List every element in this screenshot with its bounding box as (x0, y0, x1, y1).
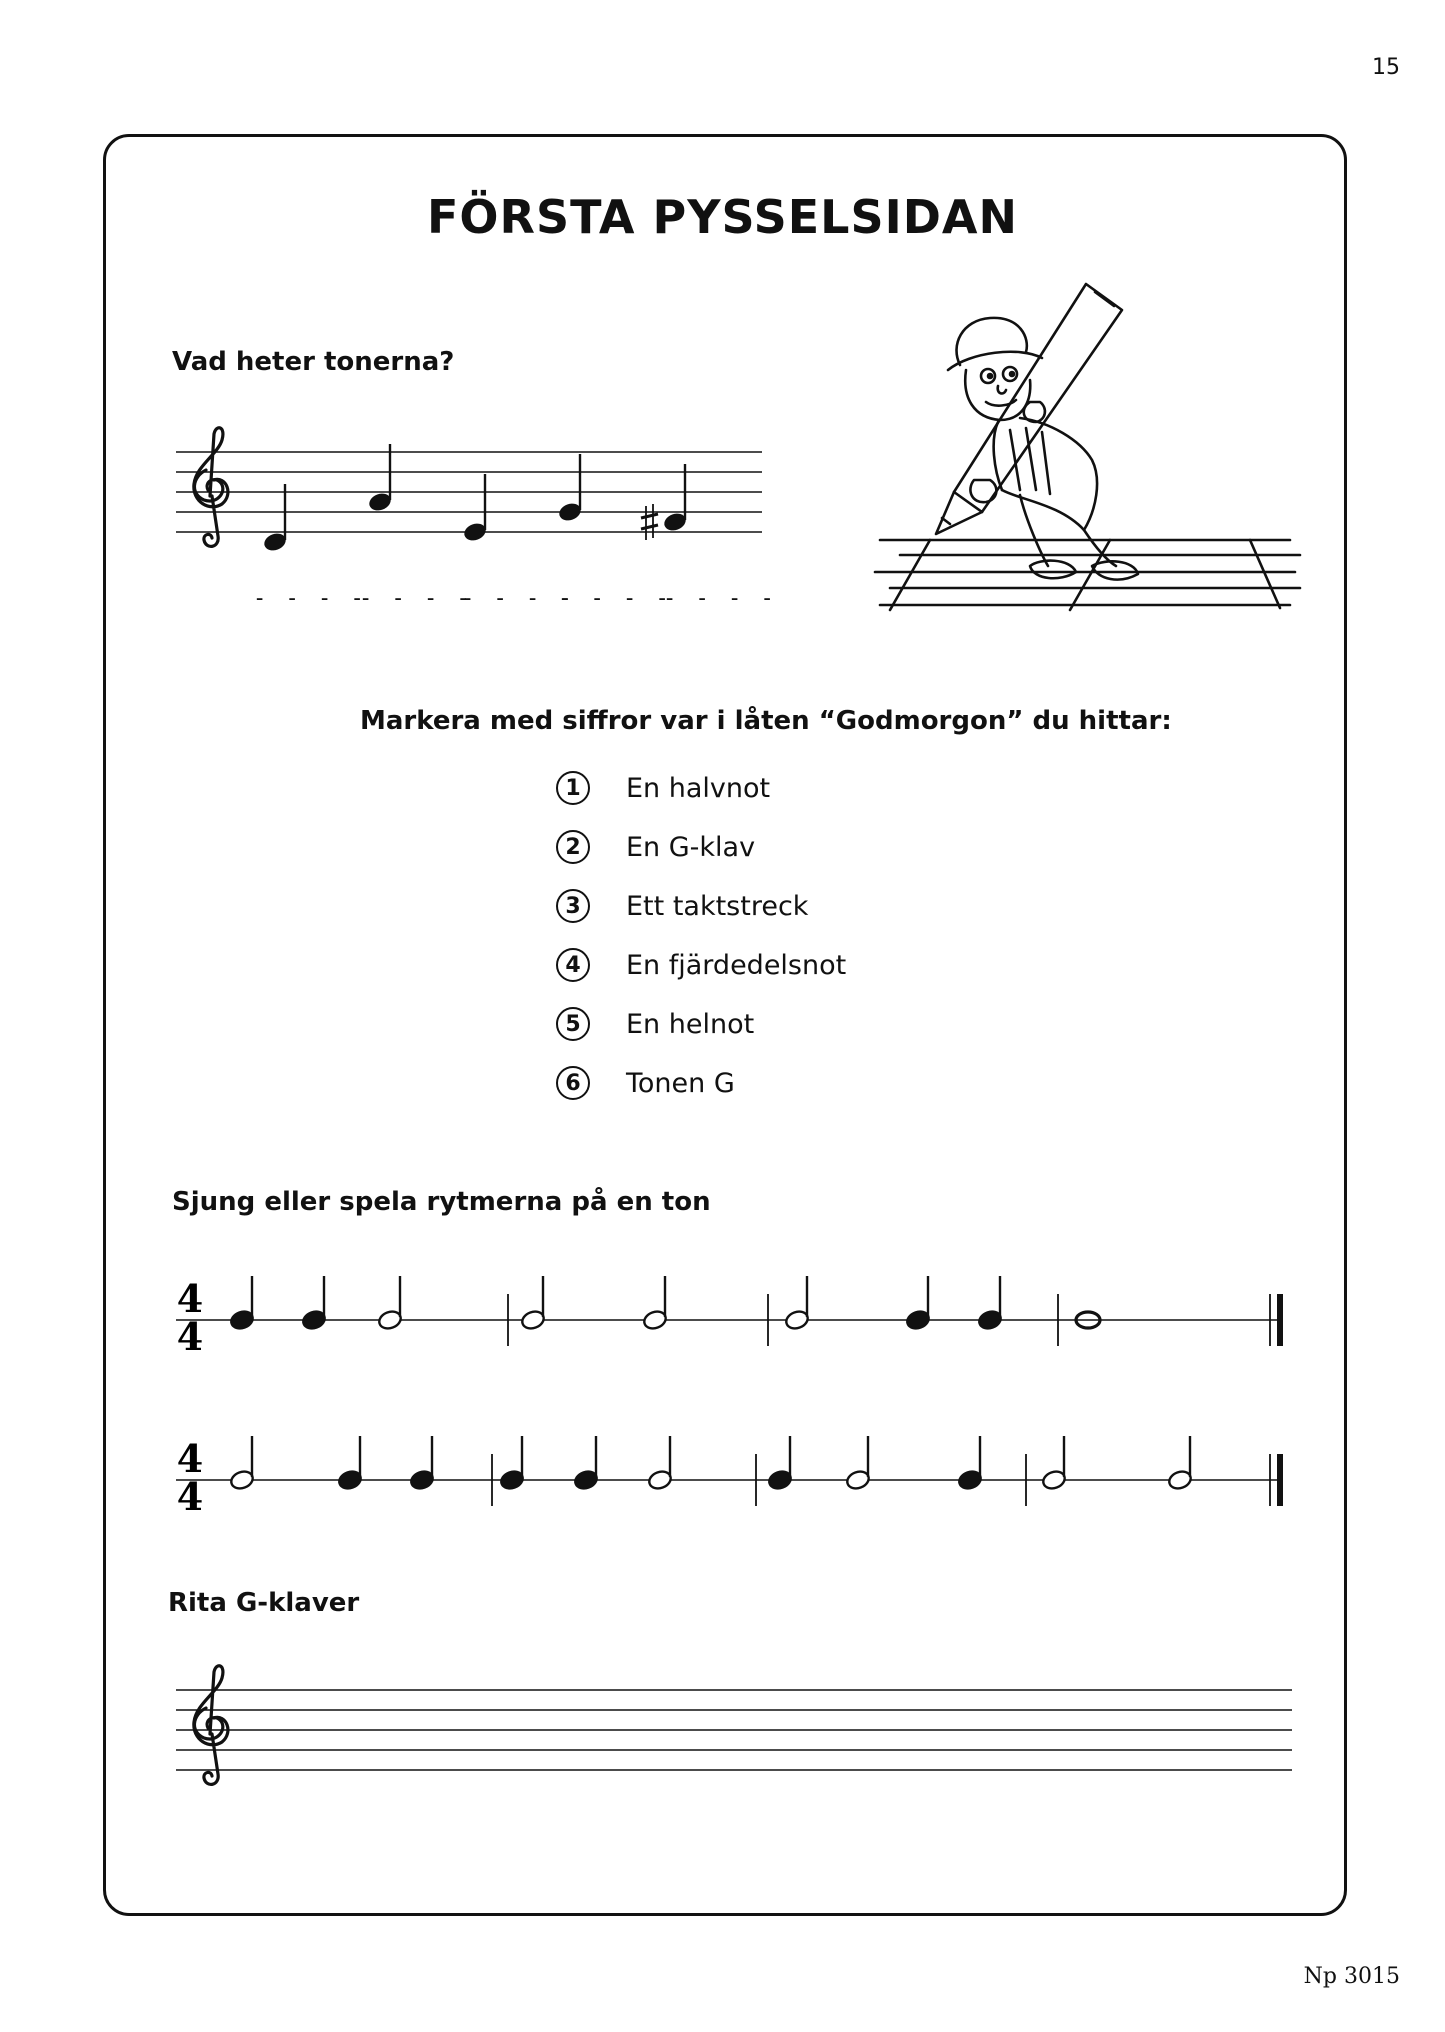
half-note (1041, 1436, 1067, 1491)
footer-code: Np 3015 (1303, 1964, 1400, 1989)
time-signature-top: 4 (176, 1276, 204, 1321)
quarter-note (462, 474, 488, 543)
page-number: 15 (1372, 55, 1400, 80)
answer-blank[interactable]: - - - - (558, 586, 672, 611)
quarter-note (337, 1436, 363, 1491)
time-signature-bottom: 4 (176, 1474, 204, 1519)
empty-staff (170, 1668, 1300, 1798)
quarter-note (301, 1276, 327, 1331)
number-badge: 3 (556, 889, 590, 923)
time-signature-top: 4 (176, 1436, 204, 1481)
quarter-note (957, 1436, 983, 1491)
list-item-label: En helnot (626, 1008, 755, 1040)
section-heading-rhythms: Sjung eller spela rytmerna på en ton (172, 1187, 711, 1217)
list-item (556, 1004, 754, 1044)
quarter-note (905, 1276, 931, 1331)
quarter-note (767, 1436, 793, 1491)
section-heading-mark-numbers: Markera med siffror var i låten “Godmorgon” du hittar: (360, 706, 1172, 736)
list-item-label: En G-klav (626, 831, 756, 863)
quarter-note (573, 1436, 599, 1491)
illustration-boy-with-pencil (870, 290, 1310, 620)
list-item (556, 768, 770, 808)
list-item-label: Ett taktstreck (626, 890, 809, 922)
quarter-note (499, 1436, 525, 1491)
half-note (642, 1276, 668, 1331)
note-staff (170, 430, 770, 550)
answer-blank[interactable]: - - - - (663, 586, 777, 611)
list-item (556, 827, 755, 867)
number-badge: 2 (556, 830, 590, 864)
rhythm-line-2 (170, 1435, 1320, 1525)
list-item-label: Tonen G (626, 1067, 735, 1099)
time-signature-bottom: 4 (176, 1314, 204, 1359)
quarter-note (641, 464, 688, 540)
quarter-note (367, 444, 393, 513)
list-item-label: En fjärdedelsnot (626, 949, 847, 981)
treble-clef-icon (194, 428, 228, 547)
list-item (556, 1063, 735, 1103)
quarter-note (229, 1276, 255, 1331)
half-note (845, 1436, 871, 1491)
half-note (647, 1436, 673, 1491)
quarter-note (409, 1436, 435, 1491)
half-note (377, 1276, 403, 1331)
half-note (784, 1276, 810, 1331)
list-item (556, 886, 808, 926)
list-item (556, 945, 846, 985)
quarter-note (977, 1276, 1003, 1331)
number-badge: 1 (556, 771, 590, 805)
answer-blank[interactable]: - - - - (461, 586, 575, 611)
treble-clef-icon (194, 1666, 228, 1785)
page-title: FÖRSTA PYSSELSIDAN (427, 190, 1018, 244)
section-heading-note-names: Vad heter tonerna? (172, 347, 455, 377)
section-heading-draw-clefs: Rita G-klaver (168, 1588, 360, 1618)
quarter-note (557, 454, 583, 523)
sharp-icon (641, 504, 658, 540)
number-badge: 5 (556, 1007, 590, 1041)
quarter-note (262, 484, 288, 553)
number-badge: 4 (556, 948, 590, 982)
half-note (520, 1276, 546, 1331)
answer-blank[interactable]: - - - - (253, 586, 367, 611)
half-note (1167, 1436, 1193, 1491)
answer-blank[interactable]: - - - - (359, 586, 473, 611)
rhythm-line-1 (170, 1275, 1320, 1365)
half-note (229, 1436, 255, 1491)
list-item-label: En halvnot (626, 772, 771, 804)
number-badge: 6 (556, 1066, 590, 1100)
